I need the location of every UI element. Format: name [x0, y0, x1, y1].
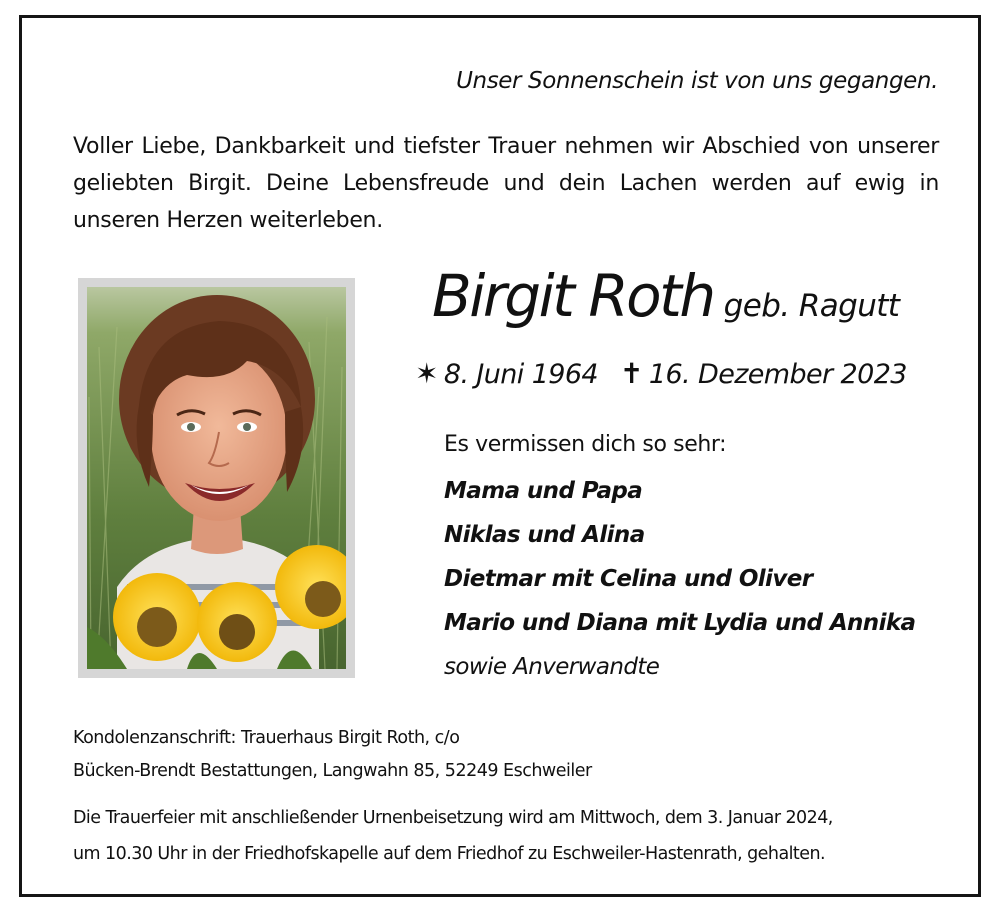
birth-star-icon: ✶ — [415, 357, 438, 390]
mourners-list — [444, 425, 915, 689]
death-cross-icon: ✝ — [620, 357, 643, 390]
death-date: 16. Dezember 2023 — [648, 359, 907, 390]
ceremony-line: um 10.30 Uhr in der Friedhofskapelle auf dem Friedhof zu Eschweiler-Hastenrath, gehalten. — [73, 844, 826, 864]
condolence-address-line: Bücken-Brendt Bestattungen, Langwahn 85, 52249 Eschweiler — [73, 761, 592, 781]
mourner-line: Dietmar mit Celina und Oliver — [444, 566, 813, 592]
mourners-closing: sowie Anverwandte — [444, 654, 660, 680]
condolence-address-line: Kondolenzanschrift: Trauerhaus Birgit Roth, c/o — [73, 728, 460, 748]
motto: Unser Sonnenschein ist von uns gegangen. — [456, 68, 938, 94]
maiden-name: geb. Ragutt — [723, 288, 900, 324]
ceremony-info — [73, 800, 833, 872]
deceased-name-line — [432, 262, 899, 330]
mourner-line: Niklas und Alina — [444, 522, 645, 548]
portrait-photo — [87, 287, 346, 669]
ceremony-line: Die Trauerfeier mit anschließender Urnenbeisetzung wird am Mittwoch, dem 3. Januar 2024, — [73, 808, 833, 828]
intro-text: Voller Liebe, Dankbarkeit und tiefster Trauer nehmen wir Abschied von unserer geliebten Birgit. Deine Lebensfreude und dein Lachen werden auf ewig in unseren Herzen weiterleben. — [73, 134, 939, 233]
mourner-line: Mario und Diana mit Lydia und Annika — [444, 610, 916, 636]
birth-date: 8. Juni 1964 — [443, 359, 599, 390]
life-dates — [415, 357, 907, 390]
deceased-name: Birgit Roth — [432, 262, 714, 330]
condolence-address — [73, 722, 592, 788]
portrait-photo-frame — [78, 278, 355, 678]
mourner-line: Mama und Papa — [444, 478, 643, 504]
mourners-lead: Es vermissen dich so sehr: — [444, 432, 727, 457]
